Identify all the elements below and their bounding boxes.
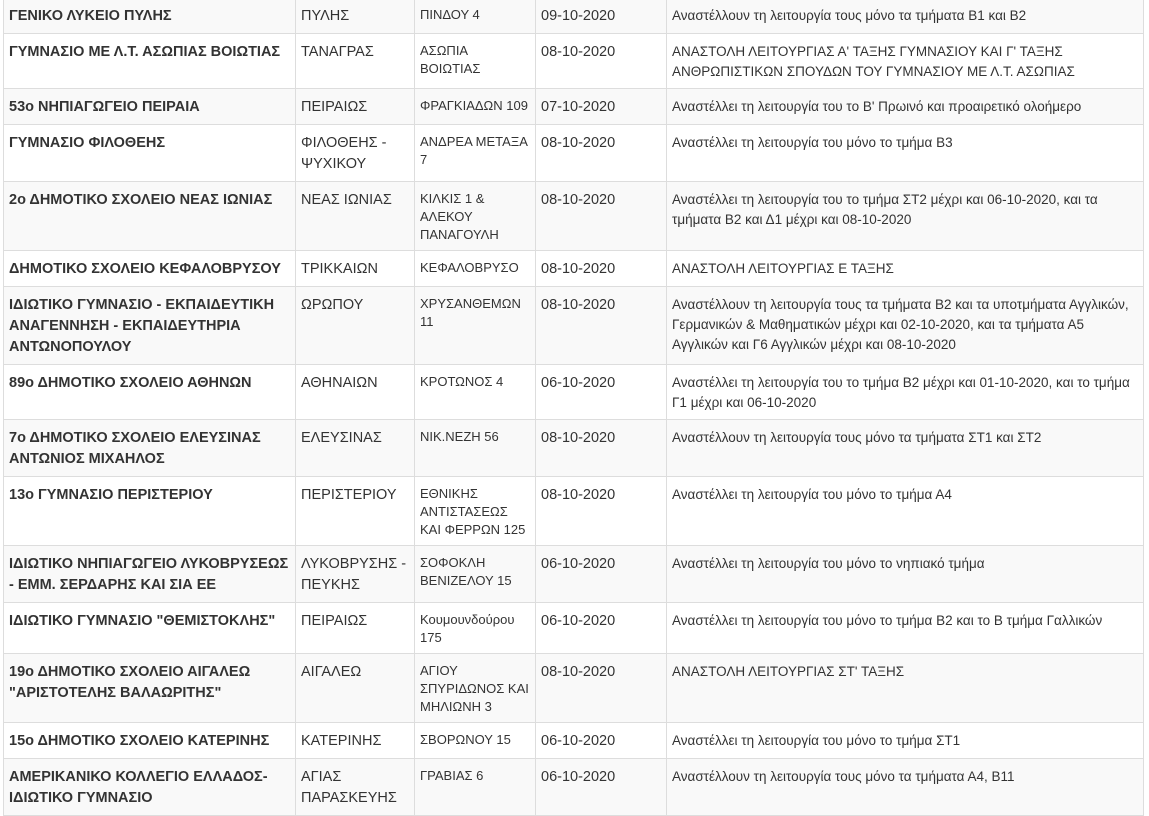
- school-name-cell: ΓΥΜΝΑΣΙΟ ΦΙΛΟΘΕΗΣ: [4, 125, 296, 182]
- municipality-cell: ΕΛΕΥΣΙΝΑΣ: [296, 420, 415, 477]
- address-cell: ΝΙΚ.ΝΕΖΗ 56: [415, 420, 536, 477]
- table-row: [4, 723, 1144, 759]
- date-cell: 08-10-2020: [536, 251, 667, 287]
- address-cell: ΕΘΝΙΚΗΣ ΑΝΤΙΣΤΑΣΕΩΣ ΚΑΙ ΦΕΡΡΩΝ 125: [415, 477, 536, 546]
- note-cell: ΑΝΑΣΤΟΛΗ ΛΕΙΤΟΥΡΓΙΑΣ Ε ΤΑΞΗΣ: [667, 251, 1144, 287]
- note-cell: Αναστέλλει τη λειτουργία του μόνο το τμήμα Β2 και το Β τμήμα Γαλλικών: [667, 603, 1144, 654]
- note-cell: Αναστέλλουν τη λειτουργία τους μόνο τα τμήματα Α4, Β11: [667, 759, 1144, 816]
- table-row: [4, 125, 1144, 182]
- municipality-cell: ΠΥΛΗΣ: [296, 0, 415, 34]
- municipality-cell: ΦΙΛΟΘΕΗΣ - ΨΥΧΙΚΟΥ: [296, 125, 415, 182]
- date-cell: 08-10-2020: [536, 125, 667, 182]
- address-cell: ΣΟΦΟΚΛΗ ΒΕΝΙΖΕΛΟΥ 15: [415, 546, 536, 603]
- table-row: [4, 654, 1144, 723]
- municipality-cell: ΑΘΗΝΑΙΩΝ: [296, 365, 415, 420]
- note-cell: Αναστέλλει τη λειτουργία του μόνο το νηπιακό τμήμα: [667, 546, 1144, 603]
- municipality-cell: ΝΕΑΣ ΙΩΝΙΑΣ: [296, 182, 415, 251]
- school-name-cell: 15ο ΔΗΜΟΤΙΚΟ ΣΧΟΛΕΙΟ ΚΑΤΕΡΙΝΗΣ: [4, 723, 296, 759]
- date-cell: 06-10-2020: [536, 759, 667, 816]
- date-cell: 09-10-2020: [536, 0, 667, 34]
- date-cell: 08-10-2020: [536, 34, 667, 89]
- table-row: [4, 89, 1144, 125]
- note-cell: Αναστέλλουν τη λειτουργία τους τα τμήματα Β2 και τα υποτμήματα Αγγλικών, Γερμανικών & Μαθηματικών μέχρι και 02-10-2020, και τα τμήματα Α5 Αγγλικών και Γ6 Αγγλικών μέχρι και 08-10-2020: [667, 287, 1144, 365]
- municipality-cell: ΤΡΙΚΚΑΙΩΝ: [296, 251, 415, 287]
- table-body: [4, 0, 1144, 816]
- school-name-cell: 89ο ΔΗΜΟΤΙΚΟ ΣΧΟΛΕΙΟ ΑΘΗΝΩΝ: [4, 365, 296, 420]
- table-row: [4, 477, 1144, 546]
- date-cell: 06-10-2020: [536, 723, 667, 759]
- municipality-cell: ΠΕΙΡΑΙΩΣ: [296, 89, 415, 125]
- table-row: [4, 182, 1144, 251]
- table-row: [4, 546, 1144, 603]
- table-row: [4, 603, 1144, 654]
- school-name-cell: ΑΜΕΡΙΚΑΝΙΚΟ ΚΟΛΛΕΓΙΟ ΕΛΛΑΔΟΣ-ΙΔΙΩΤΙΚΟ ΓΥΜΝΑΣΙΟ: [4, 759, 296, 816]
- date-cell: 08-10-2020: [536, 477, 667, 546]
- municipality-cell: ΤΑΝΑΓΡΑΣ: [296, 34, 415, 89]
- date-cell: 08-10-2020: [536, 420, 667, 477]
- school-name-cell: ΓΕΝΙΚΟ ΛΥΚΕΙΟ ΠΥΛΗΣ: [4, 0, 296, 34]
- municipality-cell: ΑΓΙΑΣ ΠΑΡΑΣΚΕΥΗΣ: [296, 759, 415, 816]
- municipality-cell: ΠΕΡΙΣΤΕΡΙΟΥ: [296, 477, 415, 546]
- date-cell: 06-10-2020: [536, 365, 667, 420]
- note-cell: Αναστέλλουν τη λειτουργία τους μόνο τα τμήματα Β1 και Β2: [667, 0, 1144, 34]
- school-name-cell: 53ο ΝΗΠΙΑΓΩΓΕΙΟ ΠΕΙΡΑΙΑ: [4, 89, 296, 125]
- school-name-cell: ΙΔΙΩΤΙΚΟ ΓΥΜΝΑΣΙΟ "ΘΕΜΙΣΤΟΚΛΗΣ": [4, 603, 296, 654]
- date-cell: 08-10-2020: [536, 182, 667, 251]
- date-cell: 07-10-2020: [536, 89, 667, 125]
- school-name-cell: 7ο ΔΗΜΟΤΙΚΟ ΣΧΟΛΕΙΟ ΕΛΕΥΣΙΝΑΣ ΑΝΤΩΝΙΟΣ ΜΙΧΑΗΛΟΣ: [4, 420, 296, 477]
- municipality-cell: ΑΙΓΑΛΕΩ: [296, 654, 415, 723]
- date-cell: 08-10-2020: [536, 287, 667, 365]
- table-row: [4, 251, 1144, 287]
- school-name-cell: 19ο ΔΗΜΟΤΙΚΟ ΣΧΟΛΕΙΟ ΑΙΓΑΛΕΩ "ΑΡΙΣΤΟΤΕΛΗΣ ΒΑΛΑΩΡΙΤΗΣ": [4, 654, 296, 723]
- table-row: [4, 287, 1144, 365]
- date-cell: 06-10-2020: [536, 603, 667, 654]
- note-cell: Αναστέλλει τη λειτουργία του μόνο το τμήμα Α4: [667, 477, 1144, 546]
- table-row: [4, 365, 1144, 420]
- address-cell: ΑΝΔΡΕΑ ΜΕΤΑΞΑ 7: [415, 125, 536, 182]
- note-cell: Αναστέλλουν τη λειτουργία τους μόνο τα τμήματα ΣΤ1 και ΣΤ2: [667, 420, 1144, 477]
- municipality-cell: ΩΡΩΠΟΥ: [296, 287, 415, 365]
- address-cell: ΧΡΥΣΑΝΘΕΜΩΝ 11: [415, 287, 536, 365]
- closures-table-container: [3, 0, 1143, 816]
- school-name-cell: ΔΗΜΟΤΙΚΟ ΣΧΟΛΕΙΟ ΚΕΦΑΛΟΒΡΥΣΟΥ: [4, 251, 296, 287]
- address-cell: ΓΡΑΒΙΑΣ 6: [415, 759, 536, 816]
- note-cell: Αναστέλλει τη λειτουργία του μόνο το τμήμα Β3: [667, 125, 1144, 182]
- address-cell: ΑΓΙΟΥ ΣΠΥΡΙΔΩΝΟΣ ΚΑΙ ΜΗΛΙΩΝΗ 3: [415, 654, 536, 723]
- school-name-cell: ΓΥΜΝΑΣΙΟ ΜΕ Λ.Τ. ΑΣΩΠΙΑΣ ΒΟΙΩΤΙΑΣ: [4, 34, 296, 89]
- school-name-cell: 2ο ΔΗΜΟΤΙΚΟ ΣΧΟΛΕΙΟ ΝΕΑΣ ΙΩΝΙΑΣ: [4, 182, 296, 251]
- address-cell: ΑΣΩΠΙΑ ΒΟΙΩΤΙΑΣ: [415, 34, 536, 89]
- date-cell: 06-10-2020: [536, 546, 667, 603]
- note-cell: Αναστέλλει τη λειτουργία του το τμήμα Β2 μέχρι και 01-10-2020, και το τμήμα Γ1 μέχρι και 06-10-2020: [667, 365, 1144, 420]
- address-cell: ΠΙΝΔΟΥ 4: [415, 0, 536, 34]
- note-cell: Αναστέλλει τη λειτουργία του το Β' Πρωινό και προαιρετικό ολοήμερο: [667, 89, 1144, 125]
- address-cell: ΚΕΦΑΛΟΒΡΥΣΟ: [415, 251, 536, 287]
- school-name-cell: 13ο ΓΥΜΝΑΣΙΟ ΠΕΡΙΣΤΕΡΙΟΥ: [4, 477, 296, 546]
- municipality-cell: ΚΑΤΕΡΙΝΗΣ: [296, 723, 415, 759]
- table-row: [4, 0, 1144, 34]
- municipality-cell: ΠΕΙΡΑΙΩΣ: [296, 603, 415, 654]
- address-cell: ΦΡΑΓΚΙΑΔΩΝ 109: [415, 89, 536, 125]
- address-cell: ΚΡΟΤΩΝΟΣ 4: [415, 365, 536, 420]
- address-cell: Κουμουνδούρου 175: [415, 603, 536, 654]
- note-cell: Αναστέλλει τη λειτουργία του το τμήμα ΣΤ2 μέχρι και 06-10-2020, και τα τμήματα Β2 και Δ1 μέχρι και 08-10-2020: [667, 182, 1144, 251]
- school-name-cell: ΙΔΙΩΤΙΚΟ ΝΗΠΙΑΓΩΓΕΙΟ ΛΥΚΟΒΡΥΣΕΩΣ - ΕΜΜ. ΣΕΡΔΑΡΗΣ ΚΑΙ ΣΙΑ ΕΕ: [4, 546, 296, 603]
- table-row: [4, 759, 1144, 816]
- address-cell: ΚΙΛΚΙΣ 1 & ΑΛΕΚΟΥ ΠΑΝΑΓΟΥΛΗ: [415, 182, 536, 251]
- school-name-cell: ΙΔΙΩΤΙΚΟ ΓΥΜΝΑΣΙΟ - ΕΚΠΑΙΔΕΥΤΙΚΗ ΑΝΑΓΕΝΝΗΣΗ - ΕΚΠΑΙΔΕΥΤΗΡΙΑ ΑΝΤΩΝΟΠΟΥΛΟΥ: [4, 287, 296, 365]
- table-row: [4, 420, 1144, 477]
- note-cell: ΑΝΑΣΤΟΛΗ ΛΕΙΤΟΥΡΓΙΑΣ Α' ΤΑΞΗΣ ΓΥΜΝΑΣΙΟΥ ΚΑΙ Γ' ΤΑΞΗΣ ΑΝΘΡΩΠΙΣΤΙΚΩΝ ΣΠΟΥΔΩΝ ΤΟΥ ΓΥΜΝΑΣΙΟΥ ΜΕ Λ.Τ. ΑΣΩΠΙΑΣ: [667, 34, 1144, 89]
- municipality-cell: ΛΥΚΟΒΡΥΣΗΣ - ΠΕΥΚΗΣ: [296, 546, 415, 603]
- date-cell: 08-10-2020: [536, 654, 667, 723]
- note-cell: Αναστέλλει τη λειτουργία του μόνο το τμήμα ΣΤ1: [667, 723, 1144, 759]
- school-closures-table: [3, 0, 1144, 816]
- note-cell: ΑΝΑΣΤΟΛΗ ΛΕΙΤΟΥΡΓΙΑΣ ΣΤ' ΤΑΞΗΣ: [667, 654, 1144, 723]
- table-row: [4, 34, 1144, 89]
- address-cell: ΣΒΟΡΩΝΟΥ 15: [415, 723, 536, 759]
